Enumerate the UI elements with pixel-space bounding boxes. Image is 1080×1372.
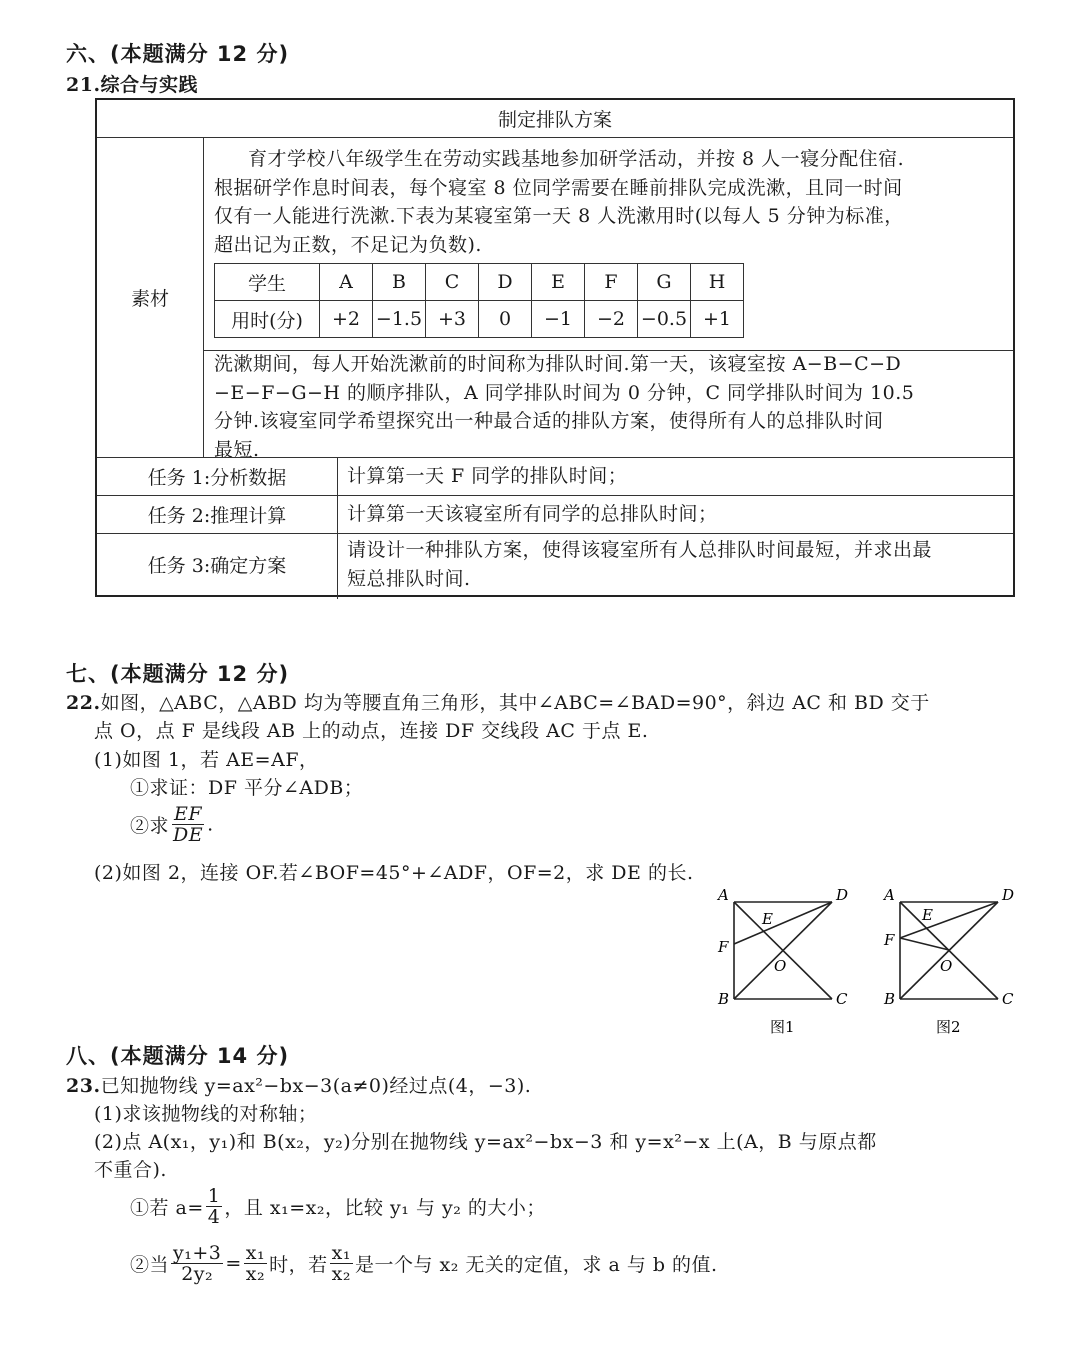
time-data-table <box>214 263 744 338</box>
fig2-label-b: B <box>884 990 896 1008</box>
time-cell: −0.5 <box>638 301 691 338</box>
task-table-title: 制定排队方案 <box>497 109 612 131</box>
material-label: 素材 <box>130 287 169 310</box>
fraction-denominator: 2y₂ <box>181 1263 214 1285</box>
fraction-one-quarter <box>206 1186 223 1227</box>
fraction-ef-de <box>171 804 205 845</box>
student-cell: E <box>532 264 585 301</box>
fig1-label-a: A <box>718 886 729 904</box>
fraction-denominator: 4 <box>207 1206 221 1228</box>
task-1-text: 计算第一天 F 同学的排队时间； <box>347 465 628 487</box>
q23-part-2a-post: ，且 x₁=x₂，比较 y₁ 与 y₂ 的大小； <box>224 1197 546 1219</box>
q22-part-2: (2)如图 2，连接 OF.若∠BOF=45°+∠ADF，OF=2，求 DE 的长. <box>94 862 694 884</box>
fig1-label-c: C <box>836 990 848 1008</box>
q22-part-1b-post: . <box>207 813 214 836</box>
para1-line-1: 育才学校八年级学生在劳动实践基地参加研学活动，并按 8 人一寝分配住宿. <box>248 148 905 170</box>
figure-2 <box>878 882 1028 1042</box>
q23-number: 23. <box>66 1075 101 1097</box>
task-1-label: 任务 1:分析数据 <box>147 466 287 489</box>
q22-text-1: 如图，△ABC，△ABD 均为等腰直角三角形，其中∠ABC=∠BAD=90°，斜边 AC 和 BD 交于 <box>100 692 930 714</box>
fig1-label-d: D <box>836 886 849 904</box>
q23-part-2b-pre: ②当 <box>130 1254 170 1276</box>
fig1-segment-df <box>734 902 832 944</box>
fig1-label-f: F <box>718 938 729 956</box>
para1-line-2: 根据研学作息时间表，每个寝室 8 位同学需要在睡前排队完成洗漱，且同一时间 <box>214 176 903 199</box>
fraction-denominator: x₂ <box>331 1263 351 1285</box>
equals-sign: = <box>225 1252 242 1275</box>
time-cell: −1.5 <box>373 301 426 338</box>
time-cell: 0 <box>479 301 532 338</box>
task-2-label: 任务 2:推理计算 <box>147 504 287 527</box>
row-label: 用时(分) <box>215 301 320 338</box>
fig2-label-o: O <box>940 957 953 975</box>
fig2-label-d: D <box>1002 886 1015 904</box>
task-3-text <box>347 536 932 593</box>
time-cell: +1 <box>691 301 744 338</box>
student-cell: B <box>373 264 426 301</box>
q23-part-2b <box>130 1243 718 1284</box>
fraction-y1-over-2y2 <box>171 1243 223 1284</box>
task-3-line-2: 短总排队时间. <box>347 567 471 590</box>
q22-part-1b-pre: ②求 <box>130 815 170 837</box>
para1-line-3: 仅有一人能进行洗漱.下表为某寝室第一天 8 人洗漱用时(以每人 5 分钟为标准， <box>214 205 904 227</box>
student-cell: A <box>320 264 373 301</box>
task-3-label: 任务 3:确定方案 <box>147 554 287 577</box>
fraction-x1-over-x2-second <box>330 1243 353 1284</box>
material-paragraph-1 <box>214 145 904 259</box>
fraction-numerator: EF <box>174 803 203 825</box>
q23-part-2a <box>130 1186 546 1227</box>
student-cell: G <box>638 264 691 301</box>
table-row <box>215 264 744 301</box>
q23-text-1: 已知抛物线 y=ax²−bx−3(a≠0)经过点(4，−3). <box>100 1075 532 1097</box>
question-21-label: 21.综合与实践 <box>66 74 199 96</box>
q23-part-2: (2)点 A(x₁，y₁)和 B(x₂，y₂)分别在抛物线 y=ax²−bx−3 和 y=x²−x 上(A，B 与原点都 <box>94 1131 877 1153</box>
material-paragraph-2 <box>214 350 914 464</box>
student-cell: H <box>691 264 744 301</box>
fig2-caption: 图2 <box>936 1018 961 1036</box>
para2-line-4: 最短. <box>214 438 260 461</box>
fraction-denominator: DE <box>173 824 204 846</box>
q23-part-1: (1)求该抛物线的对称轴； <box>94 1103 318 1125</box>
q23-part-2-cont: 不重合). <box>94 1159 167 1181</box>
q23-part-2a-pre: ①若 a= <box>130 1197 204 1219</box>
section-8-title: 八、(本题满分 14 分) <box>66 1044 290 1068</box>
task-3-line-1: 请设计一种排队方案，使得该寝室所有人总排队时间最短，并求出最 <box>347 539 933 561</box>
section-6-title: 六、(本题满分 12 分) <box>66 42 290 66</box>
time-cell: −1 <box>532 301 585 338</box>
task-2-text: 计算第一天该寝室所有同学的总排队时间； <box>347 503 718 525</box>
time-cell: +2 <box>320 301 373 338</box>
para2-line-3: 分钟.该寝室同学希望探究出一种最合适的排队方案，使得所有人的总排队时间 <box>214 410 884 432</box>
q23-line-1 <box>66 1071 531 1098</box>
para1-line-4: 超出记为正数，不足记为负数). <box>214 233 482 256</box>
fraction-numerator: x₁ <box>331 1242 351 1264</box>
q22-part-1a: ①求证：DF 平分∠ADB； <box>130 777 364 799</box>
q22-part-1b <box>130 804 214 845</box>
fraction-numerator: y₁+3 <box>173 1242 222 1264</box>
fraction-x1-over-x2 <box>244 1243 267 1284</box>
time-cell: −2 <box>585 301 638 338</box>
task-table <box>95 98 1015 597</box>
student-cell: C <box>426 264 479 301</box>
fig1-label-e: E <box>762 910 773 928</box>
fraction-denominator: x₂ <box>245 1263 266 1285</box>
q22-line-2: 点 O，点 F 是线段 AB 上的动点，连接 DF 交线段 AC 于点 E. <box>94 720 649 742</box>
fraction-numerator: 1 <box>207 1185 221 1207</box>
para2-line-1: 洗漱期间，每人开始洗漱前的时间称为排队时间.第一天，该寝室按 A−B−C−D <box>214 353 902 375</box>
fig2-label-a: A <box>884 886 895 904</box>
student-cell: D <box>479 264 532 301</box>
fig2-label-e: E <box>922 906 933 924</box>
q23-part-2b-post: 是一个与 x₂ 无关的定值，求 a 与 b 的值. <box>355 1254 718 1276</box>
fraction-numerator: x₁ <box>245 1242 266 1264</box>
table-row <box>215 301 744 338</box>
fig1-label-o: O <box>774 957 787 975</box>
figure-1 <box>712 882 862 1042</box>
fig2-label-f: F <box>884 931 895 949</box>
q22-number: 22. <box>66 692 101 714</box>
fig1-caption: 图1 <box>770 1018 795 1036</box>
header-label: 学生 <box>215 264 320 301</box>
q22-line-1 <box>66 688 930 715</box>
fig2-label-c: C <box>1002 990 1014 1008</box>
section-7-title: 七、(本题满分 12 分) <box>66 662 290 686</box>
student-cell: F <box>585 264 638 301</box>
q23-part-2b-mid: 时，若 <box>269 1254 328 1276</box>
time-cell: +3 <box>426 301 479 338</box>
q22-part-1: (1)如图 1，若 AE=AF， <box>94 749 319 771</box>
fig1-label-b: B <box>718 990 730 1008</box>
fig2-segment-df <box>900 902 998 938</box>
para2-line-2: −E−F−G−H 的顺序排队，A 同学排队时间为 0 分钟，C 同学排队时间为 10.5 <box>214 381 915 404</box>
